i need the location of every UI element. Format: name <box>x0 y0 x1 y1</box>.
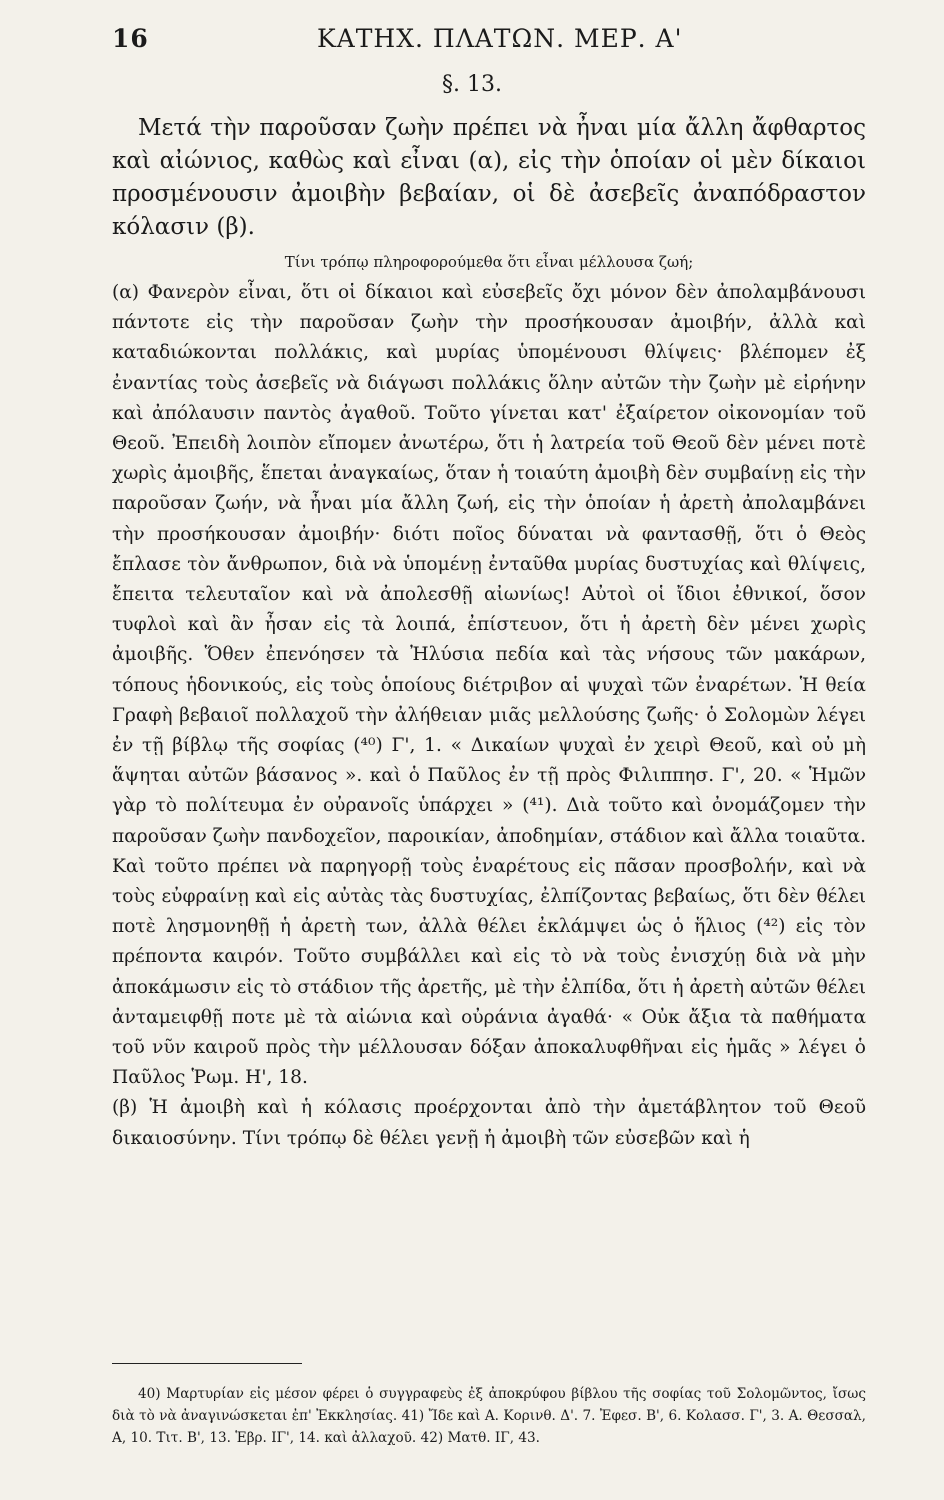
footnote-text: 40) Μαρτυρίαν εἰς μέσον φέρει ὁ συγγραφεὺς ἐξ ἀποκρύφου βίβλου τῆς σοφίας τοῦ Σολομῶντος, ἴσως διὰ τὸ νὰ ἀναγινώσκεται ἐπ' Ἐκκλησίας. 41) Ἴδε καὶ Α. Κορινθ. Δ'. 7. Ἐφεσ. Β', 6. Κολασσ. Γ', 3. Α. Θεσσαλ, Α, 10. Τιτ. Β', 13. Ἑβρ. ΙΓ', 14. καὶ ἀλλαχοῦ. 42) Ματθ. ΙΓ, 43. <box>112 1386 866 1446</box>
answer-paragraph-a: (α) Φανερὸν εἶναι, ὅτι οἱ δίκαιοι καὶ εὐσεβεῖς ὄχι μόνον δὲν ἀπολαμβάνουσι πάντοτε εἰς τὴν παροῦσαν ζωὴν τὴν προσήκουσαν ἀμοιβήν, ἀλλὰ καὶ καταδιώκονται πολλάκις, καὶ μυρίας ὑπομένουσι θλίψεις· βλέπομεν ἐξ ἐναντίας τοὺς ἀσεβεῖς νὰ διάγωσι πολλάκις ὅλην αὐτῶν τὴν ζωὴν μὲ εἰρήνην καὶ ἀπόλαυσιν παντὸς ἀγαθοῦ. Τοῦτο γίνεται κατ' ἐξαίρετον οἰκονομίαν τοῦ Θεοῦ. Ἐπειδὴ λοιπὸν εἴπομεν ἀνωτέρω, ὅτι ἡ λατρεία τοῦ Θεοῦ δὲν μένει ποτὲ χωρὶς ἀμοιβῆς, ἕπεται ἀναγκαίως, ὅταν ἡ τοιαύτη ἀμοιβὴ δὲν συμβαίνῃ εἰς τὴν παροῦσαν ζωήν, νὰ ἦναι μία ἄλλη ζωή, εἰς τὴν ὁποίαν ἡ ἀρετὴ ἀπολαμβάνει τὴν προσήκουσαν ἀμοιβήν· διότι ποῖος δύναται νὰ φαντασθῇ, ὅτι ὁ Θεὸς ἔπλασε τὸν ἄνθρωπον, διὰ νὰ ὑπομένῃ ἐνταῦθα μυρίας δυστυχίας καὶ θλίψεις, ἔπειτα τελευταῖον καὶ νὰ ἀπολεσθῇ αἰωνίως! Αὐτοὶ οἱ ἴδιοι ἐθνικοί, ὅσον τυφλοὶ καὶ ἂν ἦσαν εἰς τὰ λοιπά, ἐπίστευον, ὅτι ἡ ἀρετὴ δὲν μένει χωρὶς ἀμοιβῆς. Ὅθεν ἐπενόησεν τὰ Ἠλύσια πεδία καὶ τὰς νήσους τῶν μακάρων, τόπους ἡδονικούς, εἰς τοὺς ὁποίους διέτριβον αἱ ψυχαὶ τῶν ἐναρέτων. Ἡ θεία Γραφὴ βεβαιοῖ πολλαχοῦ τὴν ἀλήθειαν μιᾶς μελλούσης ζωῆς· ὁ Σολομὼν λέγει ἐν τῇ βίβλῳ τῆς σοφίας (⁴⁰) Γ', 1. « Δικαίων ψυχαὶ ἐν χειρὶ Θεοῦ, καὶ οὐ μὴ ἅψηται αὐτῶν βάσανος ». καὶ ὁ Παῦλος ἐν τῇ πρὸς Φιλιππησ. Γ', 20. « Ἡμῶν γὰρ τὸ πολίτευμα ἐν οὐρανοῖς ὑπάρχει » (⁴¹). Διὰ τοῦτο καὶ ὀνομάζομεν τὴν παροῦσαν ζωὴν πανδοχεῖον, παροικίαν, ἀποδημίαν, στάδιον καὶ ἄλλα τοιαῦτα. Καὶ τοῦτο πρέπει νὰ παρηγορῇ τοὺς ἐναρέτους εἰς πᾶσαν προσβολήν, καὶ νὰ τοὺς εὐφραίνῃ καὶ εἰς αὐτὰς τὰς δυστυχίας, ἐλπίζοντας βεβαίως, ὅτι δὲν θέλει ποτὲ λησμονηθῇ ἡ ἀρετὴ των, ἀλλὰ θέλει ἐκλάμψει ὡς ὁ ἥλιος (⁴²) εἰς τὸν πρέποντα καιρόν. Τοῦτο συμβάλλει καὶ εἰς τὸ νὰ τοὺς ἐνισχύῃ διὰ νὰ μὴν ἀποκάμωσιν εἰς τὸ στάδιον τῆς ἀρετῆς, μὲ τὴν ἐλπίδα, ὅτι ἡ ἀρετὴ αὐτῶν θέλει ἀνταμειφθῇ ποτε μὲ τὰ αἰώνια καὶ οὐράνια ἀγαθά· « Οὐκ ἄξια τὰ παθήματα τοῦ νῦν καιροῦ πρὸς τὴν μέλλουσαν δόξαν ἀποκαλυφθῆναι εἰς ἡμᾶς » λέγει ὁ Παῦλος Ῥωμ. Η', 18. <box>112 282 866 1089</box>
lead-paragraph-block <box>112 112 866 244</box>
running-head <box>112 24 866 60</box>
body-text <box>112 112 866 1154</box>
page-number: 16 <box>112 24 149 53</box>
section-number: §. 13. <box>442 72 502 97</box>
answer-block <box>112 278 866 1154</box>
footnotes <box>112 1383 866 1449</box>
running-title: ΚΑΤΗΧ. ΠΛΑΤΩΝ. ΜΕΡ. Α' <box>317 24 683 53</box>
catechism-question: Τίνι τρόπῳ πληροφορούμεθα ὅτι εἶναι μέλλουσα ζωή; <box>284 253 694 271</box>
footnote-divider <box>112 1363 302 1364</box>
answer-paragraph-b: (β) Ἡ ἀμοιβὴ καὶ ἡ κόλασις προέρχονται ἀπὸ τὴν ἀμετάβλητον τοῦ Θεοῦ δικαιοσύνην. Τίνι τρόπῳ δὲ θέλει γενῇ ἡ ἀμοιβὴ τῶν εὐσεβῶν καὶ ἡ <box>112 1097 866 1149</box>
lead-paragraph: Μετά τὴν παροῦσαν ζωὴν πρέπει νὰ ἦναι μία ἄλλη ἄφθαρτος καὶ αἰώνιος, καθὼς καὶ εἶναι (α), εἰς τὴν ὁποίαν οἱ μὲν δίκαιοι προσμένουσιν ἀμοιβὴν βεβαίαν, οἱ δὲ ἀσεβεῖς ἀναπόδραστον κόλασιν (β). <box>112 115 866 240</box>
